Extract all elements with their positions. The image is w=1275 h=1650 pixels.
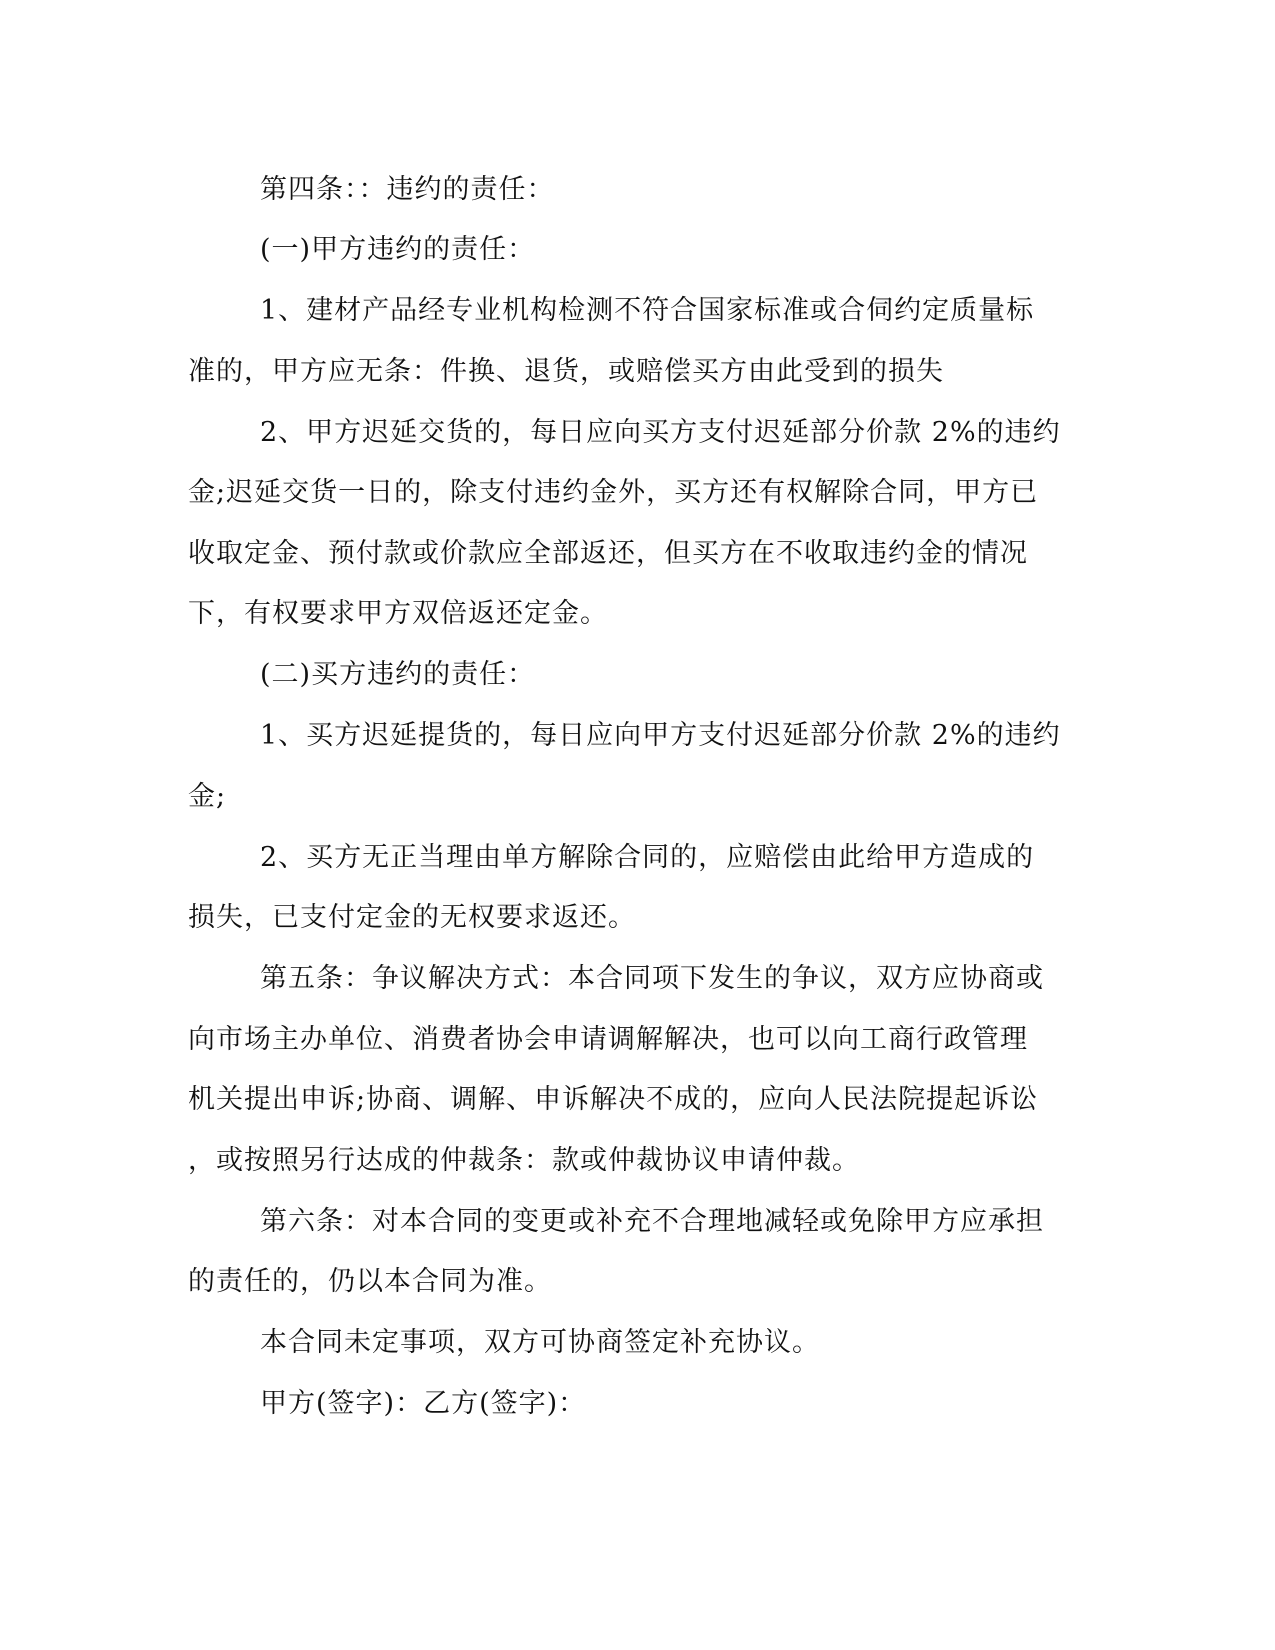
paragraph-line: 金;迟延交货一日的，除支付违约金外，买方还有权解除合同，甲方已 <box>188 477 1039 508</box>
paragraph-line: 1、买方迟延提货的，每日应向甲方支付迟延部分价款 2%的违约 <box>260 720 1061 751</box>
paragraph-line: 向市场主办单位、消费者协会申请调解解决，也可以向工商行政管理 <box>188 1024 1028 1055</box>
paragraph-line: 1、建材产品经专业机构检测不符合国家标准或合伺约定质量标 <box>260 295 1035 326</box>
paragraph-line: 损失，已支付定金的无权要求返还。 <box>188 902 636 933</box>
paragraph-line: ，或按照另行达成的仲裁条：款或仲裁协议申请仲裁。 <box>188 1145 860 1176</box>
buyer-breach-heading: (二)买方违约的责任： <box>260 659 536 690</box>
article-5-line: 第五条：争议解决方式：本合同项下发生的争议，双方应协商或 <box>260 963 1044 994</box>
paragraph-line: 准的，甲方应无条：件换、退货，或赔偿买方由此受到的损失 <box>188 356 944 387</box>
party-a-breach-heading: (一)甲方违约的责任： <box>260 234 536 265</box>
paragraph-line: 2、甲方迟延交货的，每日应向买方支付迟延部分价款 2%的违约 <box>260 417 1061 448</box>
paragraph-line: 2、买方无正当理由单方解除合同的，应赔偿由此给甲方造成的 <box>260 842 1035 873</box>
paragraph-line: 机关提出申诉;协商、调解、申诉解决不成的，应向人民法院提起诉讼 <box>188 1084 1039 1115</box>
article-6-line: 第六条：对本合同的变更或补充不合理地减轻或免除甲方应承担 <box>260 1206 1044 1237</box>
signature-line: 甲方(签字)：乙方(签字)： <box>260 1388 587 1419</box>
paragraph-line: 下，有权要求甲方双倍返还定金。 <box>188 598 608 629</box>
paragraph-line: 金; <box>188 781 227 812</box>
paragraph-line: 的责任的，仍以本合同为准。 <box>188 1266 552 1297</box>
paragraph-line: 收取定金、预付款或价款应全部返还，但买方在不收取违约金的情况 <box>188 538 1028 569</box>
article-4-heading: 第四条：：违约的责任： <box>260 174 555 205</box>
supplementary-note: 本合同未定事项，双方可协商签定补充协议。 <box>260 1327 820 1358</box>
